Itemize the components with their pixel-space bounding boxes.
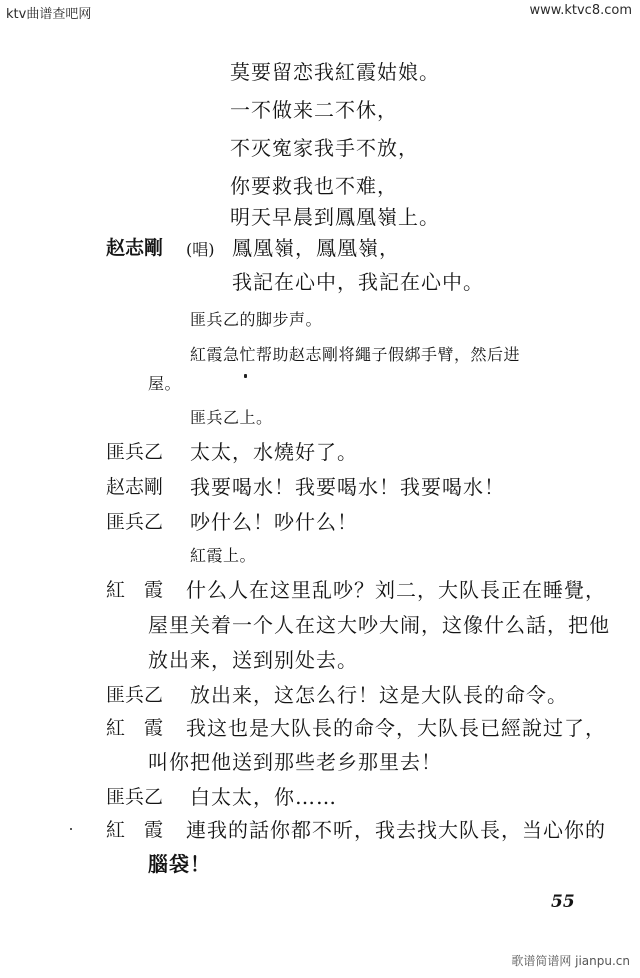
speaker-bandit: 匪兵乙 (106, 511, 164, 533)
page-number: 55 (551, 892, 575, 912)
dialogue-line: 屋里关着一个人在这大吵大闹，这像什么話，把他 (148, 613, 610, 637)
stage-direction: 紅霞上。 (190, 546, 257, 565)
stage-direction: 匪兵乙的脚步声。 (190, 310, 323, 329)
verse-line: 你要救我也不难， (230, 174, 398, 198)
dialogue-line: 我这也是大队長的命令，大队長已經說过了， (186, 716, 606, 740)
speaker-hongxia: 紅 霞 (106, 819, 164, 841)
verse-line: 不灭寃家我手不放， (230, 136, 419, 160)
dialogue-line: 腦袋！ (148, 852, 211, 876)
dialogue-line: 太太，水燒好了。 (190, 440, 358, 464)
print-speck (244, 374, 247, 378)
dialogue-line: 鳳凰嶺，鳳凰嶺， (232, 236, 400, 260)
speaker-bandit: 匪兵乙 (106, 786, 164, 808)
speaker-zhao: 赵志剛 (106, 237, 164, 259)
speaker-hongxia: 紅 霞 (106, 579, 164, 601)
print-speck (70, 828, 72, 830)
speaker-bandit: 匪兵乙 (106, 441, 164, 463)
watermark-bottom-right: 歌谱简谱网 jianpu.cn (511, 954, 630, 968)
dialogue-line: 放出来，这怎么行！这是大队長的命令。 (190, 683, 568, 707)
dialogue-line: 白太太，你…… (190, 785, 337, 809)
dialogue-line: 我要喝水！我要喝水！我要喝水！ (190, 475, 505, 499)
dialogue-line: 叫你把他送到那些老乡那里去！ (148, 750, 442, 774)
speaker-bandit: 匪兵乙 (106, 684, 164, 706)
watermark-top-right: www.ktvc8.com (529, 3, 632, 18)
stage-direction: 匪兵乙上。 (190, 408, 273, 427)
speaker-zhao: 赵志剛 (106, 476, 164, 498)
verse-line: 一不做来二不休， (230, 98, 398, 122)
dialogue-line: 吵什么！吵什么！ (190, 510, 358, 534)
dialogue-line: 連我的話你都不听，我去找大队長，当心你的 (186, 818, 606, 842)
sing-tag: (唱) (186, 240, 215, 259)
speaker-hongxia: 紅 霞 (106, 717, 164, 739)
watermark-top-left: ktv曲谱查吧网 (6, 7, 92, 22)
dialogue-line: 我記在心中，我記在心中。 (232, 270, 484, 294)
dialogue-line: 放出来，送到别处去。 (148, 648, 358, 672)
verse-line: 明天早晨到鳳凰嶺上。 (230, 205, 440, 229)
stage-direction: 屋。 (148, 374, 182, 393)
verse-line: 莫要留恋我紅霞姑娘。 (230, 60, 440, 84)
dialogue-line: 什么人在这里乱吵？刘二，大队長正在睡覺， (186, 578, 606, 602)
stage-direction: 紅霞急忙帮助赵志剛将繩子假綁手臂，然后进 (190, 345, 521, 364)
